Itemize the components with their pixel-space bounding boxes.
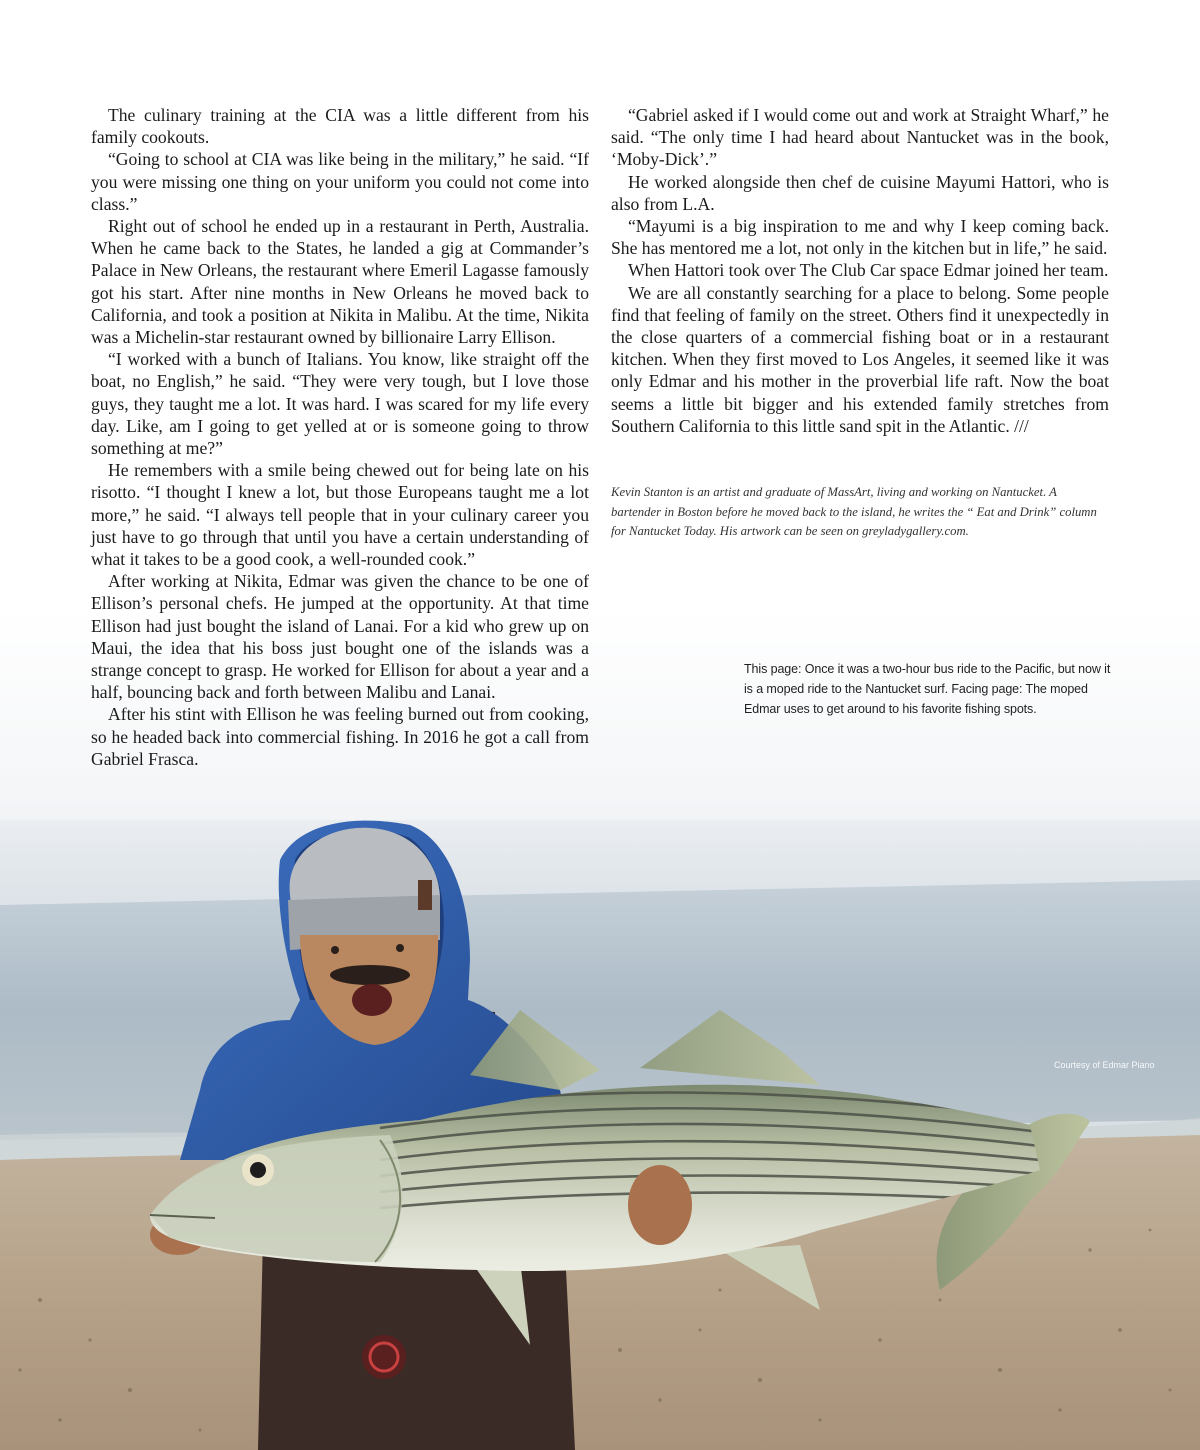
paragraph: “I worked with a bunch of Italians. You know, like straight off the boat, no English,” he said. “They were very tough, but I love those guys, they taught me a lot. It was hard. I was scared for my life every day. Like, am I going to get yelled at or is someone going to throw something at me?” bbox=[91, 349, 589, 459]
paragraph: When Hattori took over The Club Car space Edmar joined her team. bbox=[628, 260, 1109, 281]
paragraph: “Going to school at CIA was like being in the military,” he said. “If you were missing one thing on your uniform you could not come into class.” bbox=[91, 149, 589, 214]
paragraph: The culinary training at the CIA was a little different from his family cookouts. bbox=[91, 105, 589, 148]
paragraph: After working at Nikita, Edmar was given the chance to be one of Ellison’s personal chefs. He jumped at the opportunity. At that time Ellison had just bought the island of Lanai. For a kid who grew up on Maui, the idea that his boss just bought one of the islands was a strange concept to grasp. He worked for Ellison for about a year and a half, bouncing back and forth between Malibu and Lanai. bbox=[91, 571, 589, 703]
paragraph: “Mayumi is a big inspiration to me and why I keep coming back. She has mentored me a lot, not only in the kitchen but in life,” he said. bbox=[611, 216, 1109, 259]
photo-credit: Courtesy of Edmar Piano bbox=[1054, 1060, 1155, 1070]
paragraph: Right out of school he ended up in a restaurant in Perth, Australia. When he came back to the States, he landed a gig at Commander’s Palace in New Orleans, the restaurant where Emeril Lagasse famously got his start. After nine months in New Orleans he moved back to California, and took a position at Nikita in Malibu. At the time, Nikita was a Michelin-star restaurant owned by billionaire Larry Ellison. bbox=[91, 216, 589, 348]
paragraph: “Gabriel asked if I would come out and work at Straight Wharf,” he said. “The only time I had heard about Nantucket was in the book, ‘Moby-Dick’.” bbox=[611, 105, 1109, 170]
article-column-left bbox=[91, 104, 589, 770]
paragraph: After his stint with Ellison he was feeling burned out from cooking, so he headed back into commercial fishing. In 2016 he got a call from Gabriel Frasca. bbox=[91, 704, 589, 769]
paragraph: He remembers with a smile being chewed out for being late on his risotto. “I thought I knew a lot, but those Europeans taught me a lot more,” he said. “I always tell people that in your culinary career you just have to go through that until you have a certain understanding of what it takes to be a good cook, a well-rounded cook.” bbox=[91, 460, 589, 570]
paragraph: We are all constantly searching for a place to belong. Some people find that feeling of family on the street. Others find it unexpectedly in the close quarters of a commercial fishing boat or in a restaurant kitchen. When they first moved to Los Angeles, it seemed like it was only Edmar and his mother in the proverbial life raft. Now the boat seems a little bit bigger and his extended family stretches from Southern California to this little sand spit in the Atlantic. /// bbox=[611, 282, 1109, 436]
paragraph: He worked alongside then chef de cuisine Mayumi Hattori, who is also from L.A. bbox=[611, 171, 1109, 214]
author-bio: Kevin Stanton is an artist and graduate of MassArt, living and working on Nantucket. A bartender in Boston before he moved back to the island, he writes the “ Eat and Drink” column for Nantucket Today. His artwork can be seen on greyladygallery.com. bbox=[611, 485, 1097, 538]
photo-caption: This page: Once it was a two-hour bus ride to the Pacific, but now it is a moped ride to the Nantucket surf. Facing page: The moped Edmar uses to get around to his favorite fishing spots. bbox=[744, 662, 1111, 716]
article-column-right bbox=[611, 104, 1109, 437]
